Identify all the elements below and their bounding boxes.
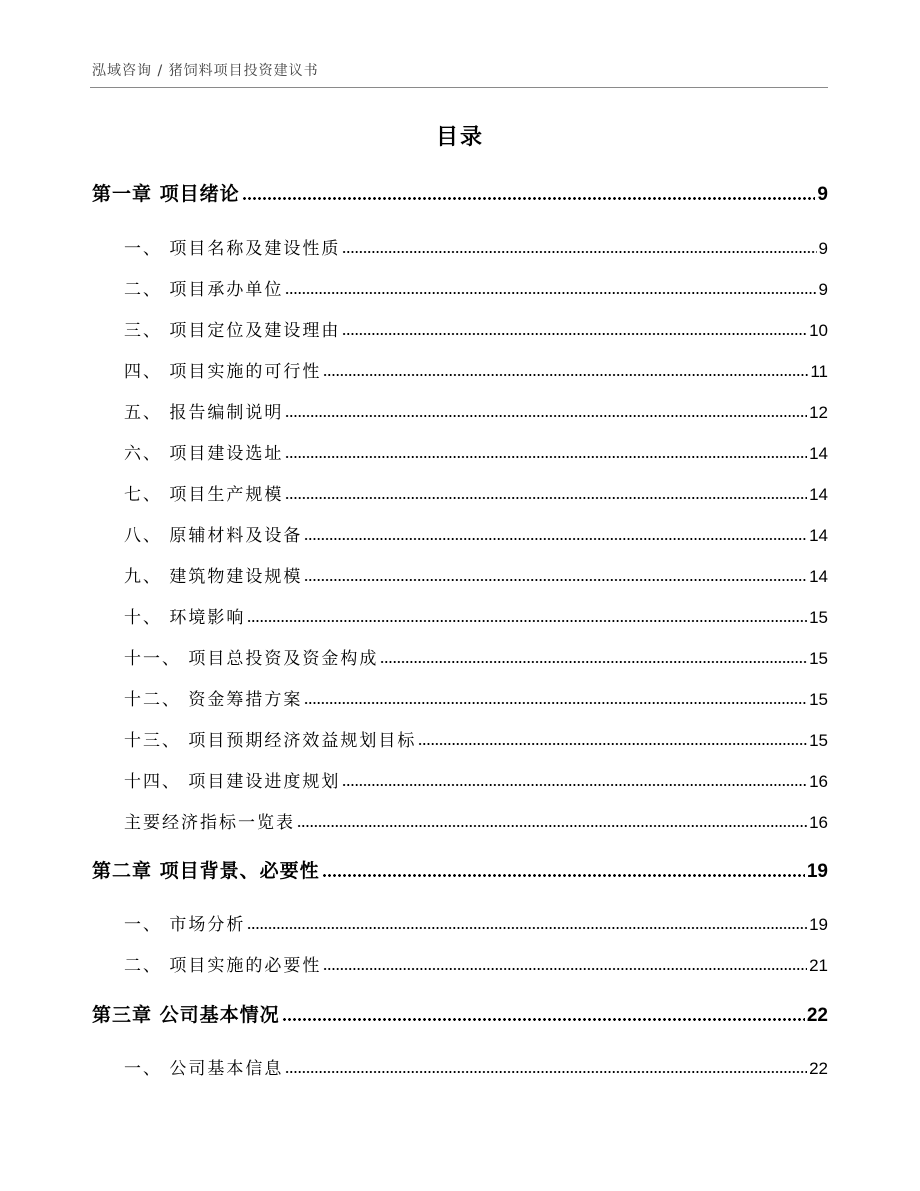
toc-page-number: 9	[818, 239, 828, 258]
toc-entry-label: 十二、 资金筹措方案	[124, 690, 303, 710]
toc-section-entry[interactable]	[124, 233, 828, 259]
toc-entry-label: 六、 项目建设选址	[124, 444, 284, 464]
dot-leader	[418, 742, 807, 746]
toc-entry-label: 四、 项目实施的可行性	[124, 362, 322, 382]
toc-section-entry[interactable]	[124, 438, 828, 464]
toc-page-number: 15	[809, 731, 828, 750]
dot-leader	[285, 455, 807, 459]
toc-title: 目录	[435, 125, 484, 150]
dot-leader	[380, 660, 807, 664]
toc-entry-label: 五、 报告编制说明	[124, 403, 284, 423]
toc-page-number: 9	[818, 280, 828, 299]
toc-entry-label: 十四、 项目建设进度规划	[124, 772, 341, 792]
dot-leader	[304, 701, 807, 705]
page-header-breadcrumb: 泓域咨询 / 猪饲料项目投资建议书	[92, 63, 319, 79]
toc-section-entry[interactable]	[124, 807, 828, 833]
toc-entry-label: 第三章 公司基本情况	[92, 1004, 280, 1026]
toc-entry-label: 三、 项目定位及建设理由	[124, 321, 341, 341]
toc-entry-label: 一、 项目名称及建设性质	[124, 239, 341, 259]
toc-entry-label: 七、 项目生产规模	[124, 485, 284, 505]
toc-page-number: 22	[809, 1059, 828, 1078]
toc-page-number: 19	[806, 861, 828, 882]
dot-leader	[304, 537, 807, 541]
toc-page-number: 19	[809, 915, 828, 934]
toc-entry-label: 十一、 项目总投资及资金构成	[124, 649, 379, 669]
toc-section-entry[interactable]	[124, 1053, 828, 1079]
toc-entry-label: 第二章 项目背景、必要性	[92, 860, 320, 882]
dot-leader	[247, 619, 807, 623]
toc-page-number: 15	[809, 690, 828, 709]
toc-section-entry[interactable]	[124, 684, 828, 710]
toc-section-entry[interactable]	[124, 356, 828, 382]
toc-page-number: 11	[810, 362, 828, 381]
dot-leader	[322, 873, 805, 878]
toc-page-number: 14	[809, 567, 828, 586]
dot-leader	[285, 496, 807, 500]
toc-chapter-1[interactable]	[92, 180, 828, 206]
toc-section-entry[interactable]	[124, 397, 828, 423]
toc-page-number: 10	[809, 321, 828, 340]
toc-page-number: 14	[809, 485, 828, 504]
toc-entry-label: 十、 环境影响	[124, 608, 246, 628]
dot-leader	[342, 783, 807, 787]
toc-entry-label: 二、 项目实施的必要性	[124, 956, 322, 976]
dot-leader	[323, 373, 808, 377]
header-divider	[90, 87, 828, 88]
toc-page-number: 16	[809, 813, 828, 832]
toc-section-entry[interactable]	[124, 520, 828, 546]
toc-page-number: 22	[806, 1005, 828, 1026]
dot-leader	[285, 414, 807, 418]
toc-entry-label: 一、 公司基本信息	[124, 1059, 284, 1079]
dot-leader	[285, 291, 816, 295]
toc-section-entry[interactable]	[124, 274, 828, 300]
dot-leader	[282, 1017, 805, 1022]
toc-entry-label: 二、 项目承办单位	[124, 280, 284, 300]
dot-leader	[297, 824, 807, 828]
toc-page-number: 14	[809, 444, 828, 463]
dot-leader	[304, 578, 807, 582]
toc-entry-label: 一、 市场分析	[124, 915, 246, 935]
dot-leader	[285, 1070, 807, 1074]
toc-page-number: 14	[809, 526, 828, 545]
toc-section-entry[interactable]	[124, 909, 828, 935]
dot-leader	[242, 196, 816, 201]
toc-section-entry[interactable]	[124, 315, 828, 341]
toc-section-entry[interactable]	[124, 561, 828, 587]
toc-section-entry[interactable]	[124, 643, 828, 669]
toc-entry-label: 第一章 项目绪论	[92, 183, 240, 205]
toc-page-number: 9	[817, 184, 828, 205]
toc-page-number: 15	[809, 608, 828, 627]
dot-leader	[342, 332, 807, 336]
dot-leader	[247, 926, 807, 930]
toc-page-number: 21	[809, 956, 828, 975]
toc-section-entry[interactable]	[124, 766, 828, 792]
toc-section-entry[interactable]	[124, 725, 828, 751]
toc-entry-label: 主要经济指标一览表	[124, 813, 295, 833]
dot-leader	[342, 250, 816, 254]
toc-page-number: 16	[809, 772, 828, 791]
toc-chapter-2[interactable]	[92, 857, 828, 883]
toc-section-entry[interactable]	[124, 950, 828, 976]
dot-leader	[323, 967, 807, 971]
toc-page-number: 15	[809, 649, 828, 668]
toc-page-number: 12	[809, 403, 828, 422]
toc-entry-label: 十三、 项目预期经济效益规划目标	[124, 731, 417, 751]
toc-section-entry[interactable]	[124, 479, 828, 505]
toc-entry-label: 九、 建筑物建设规模	[124, 567, 303, 587]
toc-chapter-3[interactable]	[92, 1001, 828, 1027]
toc-section-entry[interactable]	[124, 602, 828, 628]
toc-entry-label: 八、 原辅材料及设备	[124, 526, 303, 546]
